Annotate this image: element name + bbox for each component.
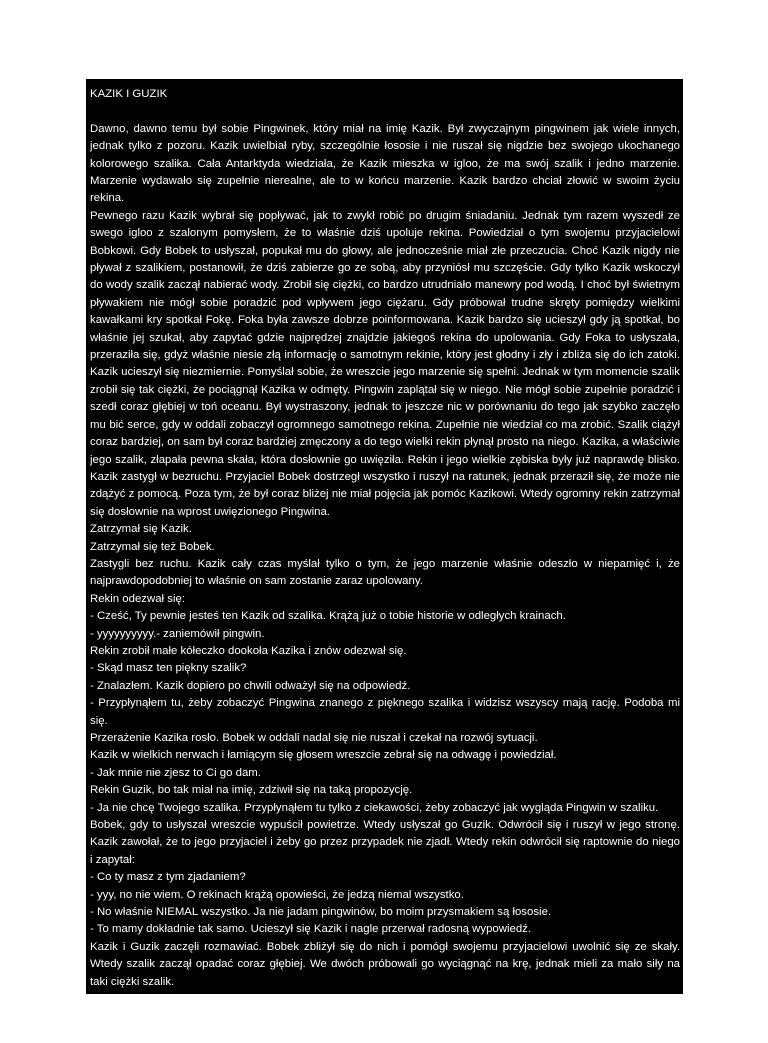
paragraph: - Ja nie chcę Twojego szalika. Przypłynąłem tu tylko z ciekawości, żeby zobaczyć jak wygląda Pingwin w szaliku. xyxy=(90,801,659,814)
paragraph: - Co ty masz z tym zjadaniem? xyxy=(90,871,246,884)
paragraph: Przerażenie Kazika rosło. Bobek w oddali nadal się nie ruszał i czekał na rozwój sytuacji. xyxy=(90,732,538,745)
paragraph: - yyy, no nie wiem. O rekinach krążą opowieści, że jedzą niemal wszystko. xyxy=(90,888,464,901)
paragraph: Rekin odezwał się: xyxy=(90,592,185,605)
document-text xyxy=(90,121,680,1043)
paragraph: - Jak mnie nie zjesz to Ci go dam. xyxy=(90,766,261,779)
paragraph: -Ej! Chłopaki co jest? xyxy=(90,1027,197,1040)
paragraph: Zatrzymał się Kazik. xyxy=(90,523,192,536)
paragraph: Rekin Guzik, bo tak miał na imię, zdziwił się na taką propozycję. xyxy=(90,784,413,797)
paragraph: - yyyyyyyyyy.- zaniemówił pingwin. xyxy=(90,627,265,640)
paragraph: Pingwin Kazik strasznie posmutniał. Rekin Guzik nie za bardzo wiedział o co chodzi. Podpłynął do odpływających pingwinów, które spisały już szalik na straty. xyxy=(90,993,680,1023)
paragraph: Rekin zrobił małe kółeczko dookoła Kazika i znów odezwał się. xyxy=(90,644,407,657)
paragraph: - Przypłynąłem tu, żeby zobaczyć Pingwina znanego z pięknego szalika i widzisz wszyscy mają rację. Podoba mi się. xyxy=(90,697,680,727)
paragraph: Kazik i Guzik zaczęli rozmawiać. Bobek zbliżył się do nich i pomógł swojemu przyjacielowi uwolnić się ze skały. Wtedy szalik zaczął opadać coraz głębiej. We dwóch próbowali go wyciągnąć na krę, jednak mieli za mało siły na taki ciężki szalik. xyxy=(90,940,680,988)
document-page xyxy=(86,79,683,1040)
paragraph: - Cześć, Ty pewnie jesteś ten Kazik od szalika. Krążą już o tobie historie w odległych krainach. xyxy=(90,610,566,623)
paragraph: - Skąd masz ten piękny szalik? xyxy=(90,662,247,675)
paragraph: Zastygli bez ruchu. Kazik cały czas myślał tylko o tym, że jego marzenie właśnie odeszło w niepamięć i, że najprawdopodobniej to właśnie on sam zostanie zaraz upolowany. xyxy=(90,557,680,588)
document-body xyxy=(90,86,680,1043)
paragraph: - No właśnie NIEMAL wszystko. Ja nie jadam pingwinów, bo moim przysmakiem są łososie. xyxy=(90,906,552,919)
paragraph: - To mamy dokładnie tak samo. Ucieszył się Kazik i nagle przerwał radosną wypowiedź. xyxy=(90,923,532,936)
document-title: KAZIK I GUZIK xyxy=(90,88,168,100)
paragraph: Zatrzymał się też Bobek. xyxy=(90,540,215,553)
paragraph: Dawno, dawno temu był sobie Pingwinek, który miał na imię Kazik. Był zwyczajnym pingwinem jak wiele innych, jednak tylko z pozoru. Kazik uwielbiał ryby, szczególnie łososie i nie ruszał się nigdzie bez swojego ukochanego kolorowego szalika. Cała Antarktyda wiedziała, że Kazik mieszka w igloo, że ma swój szalik i jedno marzenie. Marzenie wydawało się zupełnie nierealne, ale to w końcu marzenie. Kazik bardzo chciał złowić w swoim życiu rekina. xyxy=(90,122,680,205)
paragraph: - Znalazłem. Kazik dopiero po chwili odważył się na odpowiedź. xyxy=(90,679,411,692)
paragraph: Kazik w wielkich nerwach i łamiącym się głosem wreszcie zebrał się na odwagę i powiedział. xyxy=(90,749,557,762)
paragraph: Pewnego razu Kazik wybrał się popływać, jak to zwykł robić po drugim śniadaniu. Jednak tym razem wyszedł ze swego igloo z szalonym pomysłem, że to właśnie dziś upoluje rekina. Powiedział o tym swojemu przyjacielowi Bobkowi. Gdy Bobek to usłyszał, popukał mu do głowy, ale jednocześnie miał złe przeczucia. Choć Kazik nigdy nie pływał z szalikiem, postanowił, że dziś zabierze go ze sobą, aby przyniósł mu szczęście. Gdy tylko Kazik wskoczył do wody szalik zaczął nabierać wody. Zrobił się ciężki, co bardzo utrudniało manewry pod wodą. I choć był świetnym pływakiem nie mógł sobie poradzić pod wpływem jego ciężaru. Gdy próbował trudne skręty pomiędzy wielkimi kawałkami kry spotkał Fokę. Foka była zawsze dobrze poinformowana. Kazik bardzo się ucieszył gdy ją spotkał, bo właśnie jej szukał, aby zapytać gdzie najprędzej znajdzie jakiegoś rekina do upolowania. Gdy Foka to usłyszała, przeraziła się, gdyż właśnie niesie złą informację o samotnym rekinie, który jest głodny i zły i zbliża się do ich zatoki. Kazik ucieszył się niezmiernie. Pomyślał sobie, że wreszcie jego marzenie się spełni. Jednak w tym momencie szalik zrobił się tak ciężki, że pociągnął Kazika w odmęty. Pingwin zaplątał się w niego. Nie mógł sobie zupełnie poradzić i szedł coraz głębiej w toń oceanu. Był wystraszony, jednak to jeszcze nic w porównaniu do tego jak szybko zaczęło mu bić serce, gdy w oddali zobaczył ogromnego samotnego rekina. Zupełnie nie wiedział co ma zrobić. Szalik ciążył coraz bardziej, on sam był coraz bardziej zmęczony a do tego wielki rekin płynął prosto na niego. Kazika, a właściwie jego szalik, złapała pewna skała, która dosłownie go uwięziła. Rekin i jego wielkie zębiska były już naprawdę blisko. Kazik zastygł w bezruchu. Przyjaciel Bobek dostrzegł wszystko i ruszył na ratunek, jednak przeraził się, że może nie zdążyć z pomocą. Poza tym, że był coraz bliżej nie miał pojęcia jak pomóc Kazikowi. Wtedy ogromny rekin zatrzymał się dosłownie na wprost uwięzionego Pingwina. xyxy=(90,209,680,518)
paragraph: Bobek, gdy to usłyszał wreszcie wypuścił powietrze. Wtedy usłyszał go Guzik. Odwrócił się i ruszył w jego stronę. Kazik zawołał, że to jego przyjaciel i żeby go przez przypadek nie zjadł. Wtedy rekin odwrócił się raptownie do niego i zapytał: xyxy=(90,819,680,866)
